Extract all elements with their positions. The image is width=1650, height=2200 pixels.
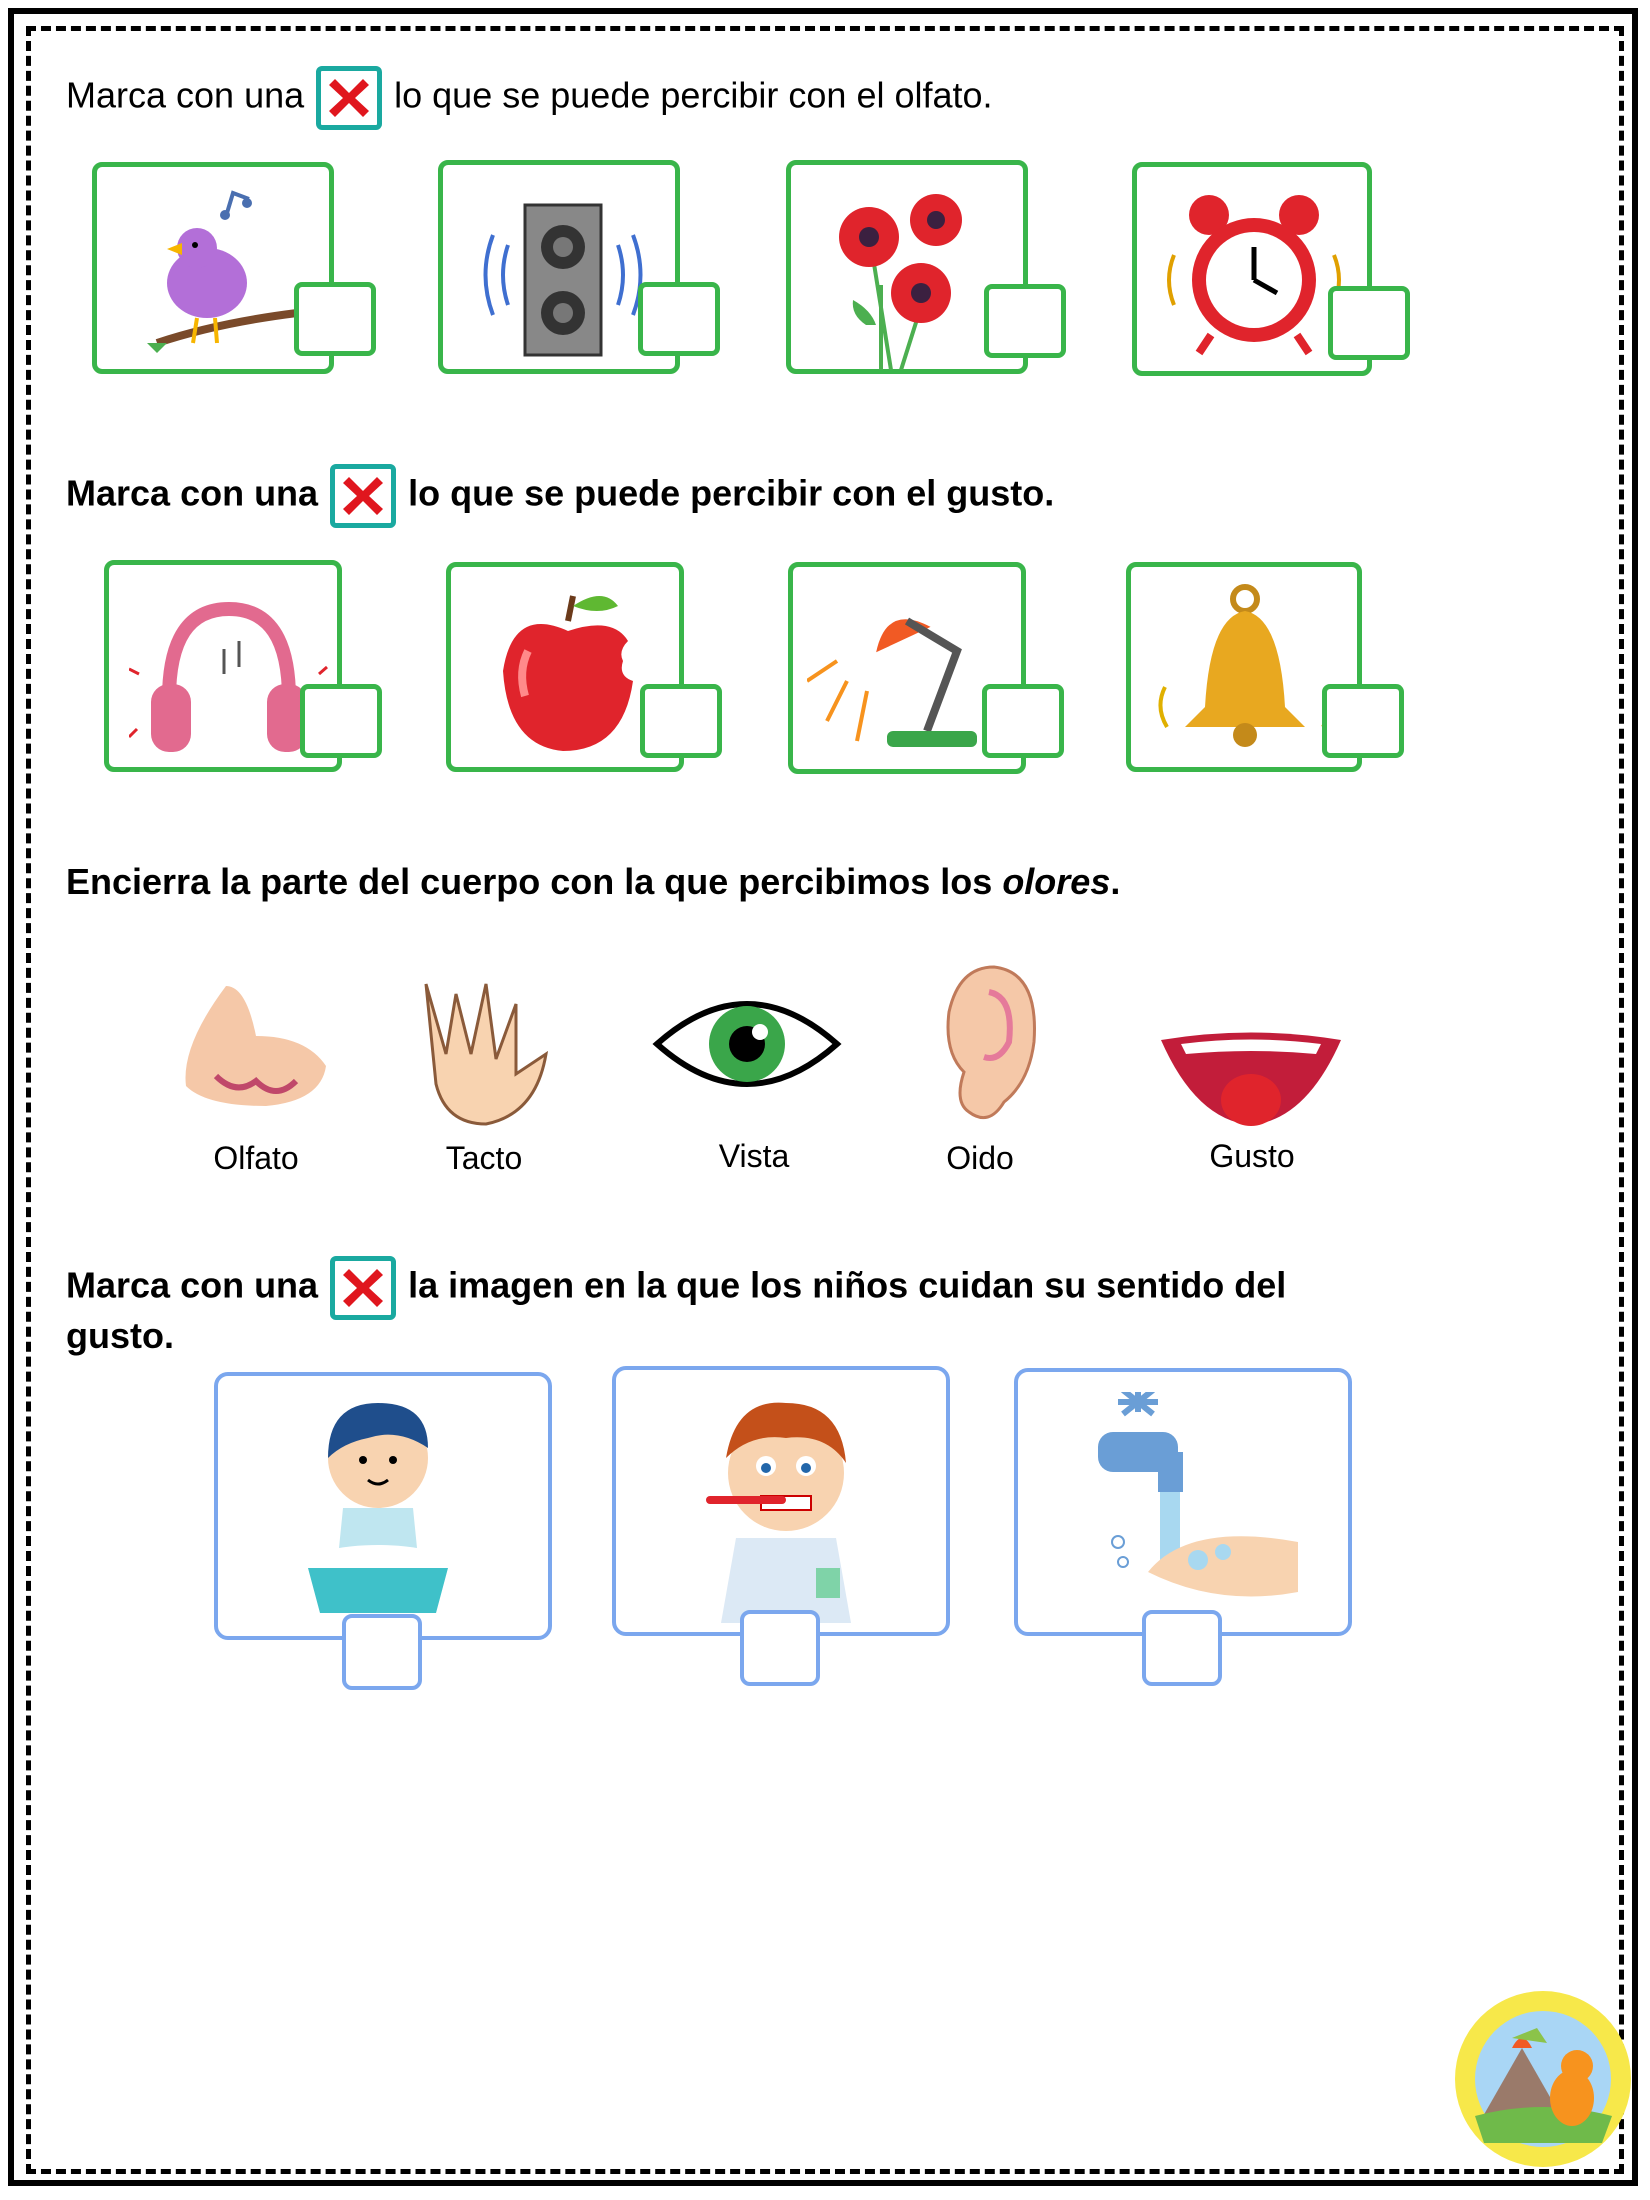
checkbox-alarm-clock[interactable] [1328,286,1410,360]
mouth-icon[interactable] [1156,1030,1346,1140]
x-mark-icon [330,1256,396,1320]
x-mark-icon [316,66,382,130]
hand-icon[interactable] [396,964,566,1134]
instruction-olores-end: . [1110,861,1121,902]
instruction-gusto-before: Marca con una [66,472,319,514]
checkbox-headphones[interactable] [300,684,382,758]
checkbox-bird[interactable] [294,282,376,356]
instruction-olores-emphasis: olores [1002,861,1111,902]
checkbox-speaker[interactable] [638,282,720,356]
instruction-gusto-after: lo que se puede percibir con el gusto. [408,472,1055,514]
instruction-cuidado-before: Marca con una [66,1264,319,1306]
alarm-clock-icon [1159,185,1349,365]
instruction-olfato-before: Marca con una [66,74,305,116]
eye-icon[interactable] [652,984,842,1104]
checkbox-bell[interactable] [1322,684,1404,758]
bird-icon [137,173,307,363]
ear-icon[interactable] [934,962,1044,1132]
label-olfato: Olfato [213,1140,299,1176]
instruction-cuidado [66,1256,1286,1320]
instruction-olfato-after: lo que se puede percibir con el olfato. [394,74,993,116]
instruction-olores [66,860,1120,904]
dino-materiales-logo [1452,1988,1634,2170]
speaker-icon [463,175,663,365]
lamp-icon [807,581,1007,771]
apple-icon [473,581,663,761]
label-oido: Oido [946,1140,1014,1176]
instruction-olfato [66,66,993,130]
checkbox-apple[interactable] [640,684,722,758]
x-mark-icon [330,464,396,528]
instruction-cuidado-line2: gusto. [66,1315,174,1356]
checkbox-flowers[interactable] [984,284,1066,358]
checkbox-hand-washing[interactable] [1142,1610,1222,1686]
label-gusto: Gusto [1209,1138,1295,1174]
label-tacto: Tacto [445,1140,523,1176]
checkbox-lamp[interactable] [982,684,1064,758]
child-washing-icon [298,1388,478,1628]
bell-icon [1145,577,1345,767]
checkbox-brushing-teeth[interactable] [740,1610,820,1686]
headphones-icon [129,579,329,769]
flowers-icon [811,175,1011,370]
instruction-olores-main: Encierra la parte del cuerpo con la que percibimos los [66,861,1003,902]
hands-washing-icon [1098,1392,1318,1622]
boy-brushing-teeth-icon [666,1378,906,1628]
checkbox-child-washing[interactable] [342,1614,422,1690]
instruction-gusto [66,464,1054,528]
card-child-washing [214,1372,552,1640]
label-vista: Vista [718,1138,790,1174]
nose-icon[interactable] [176,976,336,1116]
card-brushing-teeth [612,1366,950,1636]
instruction-cuidado-after: la imagen en la que los niños cuidan su sentido del [408,1264,1287,1306]
card-hand-washing [1014,1368,1352,1636]
